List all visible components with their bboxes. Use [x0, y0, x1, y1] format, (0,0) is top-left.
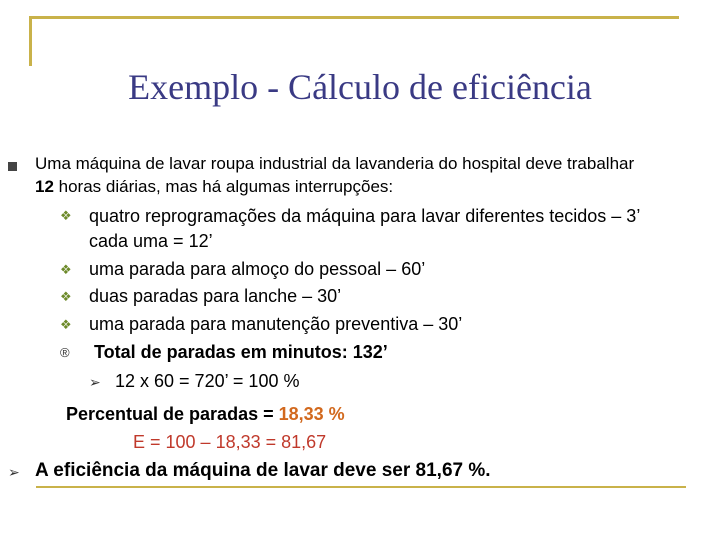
item-2: uma parada para almoço do pessoal – 60’ [89, 259, 426, 279]
diamond-bullet-icon: ❖ [60, 262, 72, 277]
registered-bullet-icon: ® [60, 345, 70, 360]
diamond-bullet-icon: ❖ [60, 208, 72, 223]
diamond-bullet-icon: ❖ [60, 317, 72, 332]
diamond-bullet-icon: ❖ [60, 289, 72, 304]
frame-top-line [29, 16, 679, 19]
item-3: duas paradas para lanche – 30’ [89, 286, 342, 306]
slide-title: Exemplo - Cálculo de eficiência [128, 67, 592, 107]
percent-value: 18,33 % [278, 404, 345, 424]
item-4: uma parada para manutenção preventiva – 30’ [89, 314, 463, 334]
intro-line-2 [35, 177, 393, 197]
arrow-bullet-icon: ➢ [89, 374, 101, 390]
percent-label: Percentual de paradas = [66, 404, 279, 424]
intro-line-1: Uma máquina de lavar roupa industrial da lavanderia do hospital deve trabalhar [35, 154, 635, 173]
arrow-bullet-icon: ➢ [8, 464, 20, 480]
frame-bottom-line [36, 486, 686, 488]
item-1-line-2: cada uma = 12’ [89, 231, 213, 251]
item-1-line-1: quatro reprogramações da máquina para lavar diferentes tecidos – 3’ [89, 206, 641, 226]
frame-left-line [29, 16, 32, 66]
square-bullet-icon [8, 160, 17, 174]
total-stops: Total de paradas em minutos: 132’ [94, 342, 388, 362]
intro-hours: 12 [35, 177, 54, 196]
efficiency-calc: E = 100 – 18,33 = 81,67 [133, 432, 327, 452]
minutes-calc: 12 x 60 = 720’ = 100 % [115, 371, 300, 391]
percent-line [66, 404, 345, 424]
intro-line-2-rest: horas diárias, mas há algumas interrupções: [53, 177, 394, 196]
conclusion: A eficiência da máquina de lavar deve ser 81,67 %. [35, 460, 491, 481]
